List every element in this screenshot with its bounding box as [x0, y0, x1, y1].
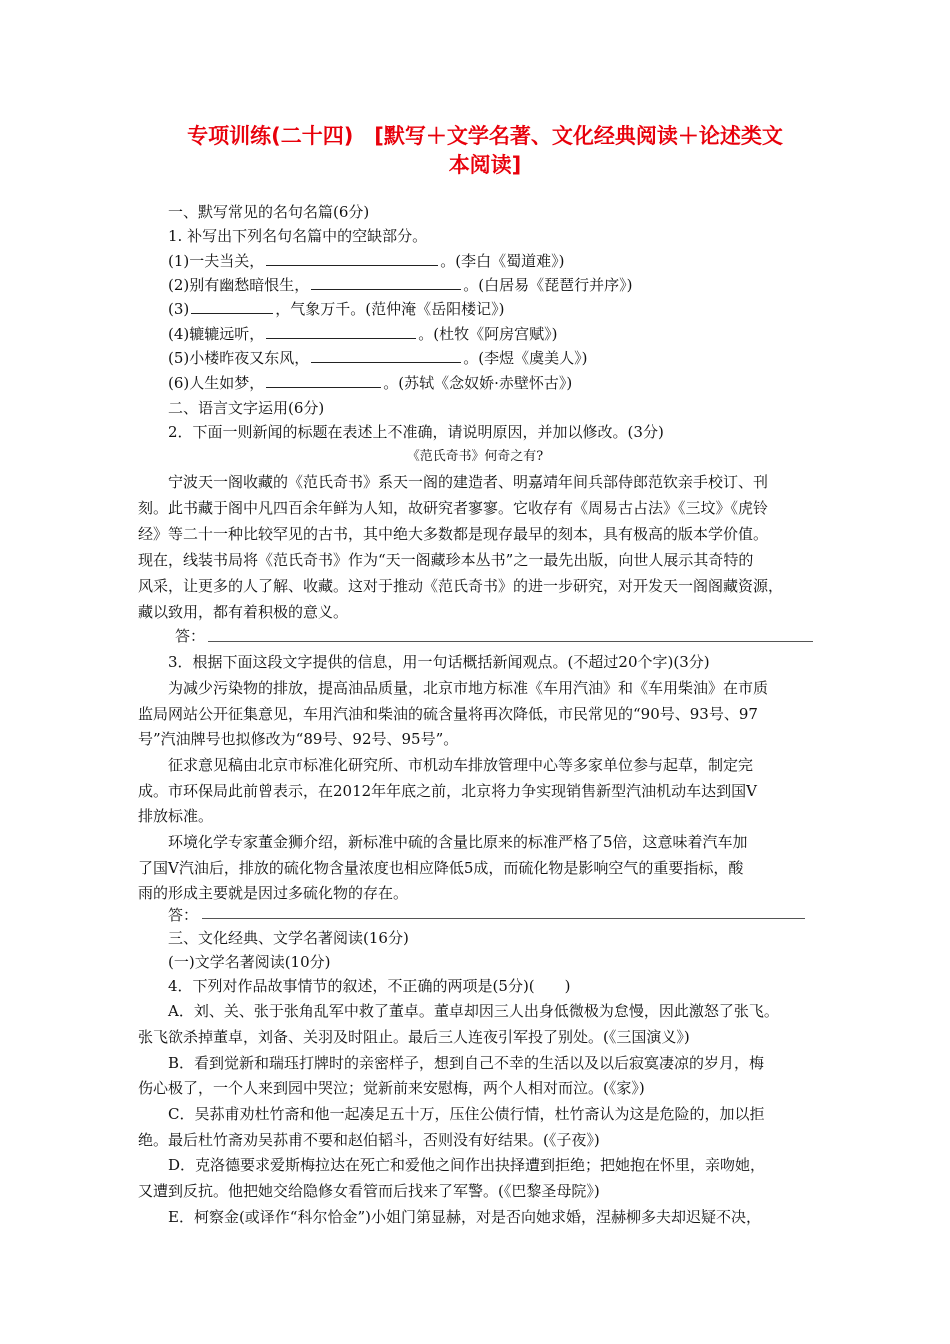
answer-label: 答： — [168, 906, 199, 924]
news-line: 现在，线装书局将《范氏奇书》作为“天一阁藏珍本丛书”之一最先出版，向世人展示其奇特的 — [138, 551, 754, 569]
paragraph-line: 雨的形成主要就是因过多硫化物的存在。 — [138, 884, 409, 902]
fill-item-4 — [168, 322, 557, 346]
fill-item-post: 。(李白《蜀道难》) — [440, 252, 565, 270]
fill-item-3 — [168, 297, 504, 321]
option-c-line: C．吴荪甫劝杜竹斋和他一起凑足五十万，压住公债行情，杜竹斋认为这是危险的，加以拒 — [168, 1105, 765, 1123]
subsection-heading: (一)文学名著阅读(10分) — [168, 953, 331, 971]
page-title-line-1: 专项训练(二十四) [默写＋文学名著、文化经典阅读＋论述类文 — [187, 124, 783, 148]
news-line: 风采，让更多的人了解、收藏。这对于推动《范氏奇书》的进一步研究，对开发天一阁阁藏资源， — [138, 577, 784, 595]
option-a-line: A．刘、关、张于张角乱军中救了董卓。董卓却因三人出身低微极为怠慢，因此激怒了张飞。 — [168, 1002, 779, 1020]
paragraph-line: 监局网站公开征集意见，车用汽油和柴油的硫含量将再次降低，市民常见的“90号、93号、97 — [138, 705, 758, 723]
fill-item-1 — [168, 249, 564, 273]
fill-item-pre: (4)辘辘远听， — [168, 325, 265, 343]
question-2: 2．下面一则新闻的标题在表述上不准确，请说明原因，并加以修改。(3分) — [168, 423, 664, 441]
option-d-line: D．克洛德要求爱斯梅拉达在死亡和爱他之间作出抉择遭到拒绝；把她抱在怀里，亲吻她， — [168, 1156, 766, 1174]
fill-blank[interactable] — [266, 371, 381, 388]
fill-blank[interactable] — [266, 249, 438, 266]
news-line: 宁波天一阁收藏的《范氏奇书》系天一阁的建造者、明嘉靖年间兵部侍郎范钦亲手校订、刊 — [168, 473, 769, 491]
section-3-heading: 三、文化经典、文学名著阅读(16分) — [168, 929, 409, 947]
option-e-line: E．柯察金(或译作“科尔恰金”)小姐门第显赫，对是否向她求婚，涅赫柳多夫却迟疑不决， — [168, 1208, 761, 1226]
paragraph-line: 号”汽油牌号也拟修改为“89号、92号、95号”。 — [138, 730, 459, 748]
paragraph-line: 成。市环保局此前曾表示，在2012年年底之前，北京将力争实现销售新型汽油机动车达到国Ⅴ — [138, 782, 758, 800]
fill-blank[interactable] — [311, 273, 461, 290]
paragraph-line: 环境化学专家董金狮介绍，新标准中硫的含量比原来的标准严格了5倍，这意味着汽车加 — [168, 833, 748, 851]
question-3: 3．根据下面这段文字提供的信息，用一句话概括新闻观点。(不超过20个字)(3分) — [168, 653, 710, 671]
fill-item-post: ，气象万千。(范仲淹《岳阳楼记》) — [275, 300, 505, 318]
fill-item-post: 。(苏轼《念奴娇·赤壁怀古》) — [383, 374, 573, 392]
paragraph-line: 了国Ⅴ汽油后，排放的硫化物含量浓度也相应降低5成，而硫化物是影响空气的重要指标，酸 — [138, 859, 744, 877]
section-1-heading: 一、默写常见的名句名篇(6分) — [168, 203, 370, 221]
option-b-line: B．看到觉新和瑞珏打牌时的亲密样子，想到自己不幸的生活以及以后寂寞凄凉的岁月，梅 — [168, 1054, 765, 1072]
option-b-line: 伤心极了，一个人来到园中哭泣；觉新前来安慰梅，两个人相对而泣。(《家》) — [138, 1079, 645, 1097]
fill-item-pre: (3) — [168, 300, 190, 318]
fill-item-2 — [168, 273, 632, 297]
fill-item-pre: (6)人生如梦， — [168, 374, 265, 392]
question-4: 4．下列对作品故事情节的叙述，不正确的两项是(5分)( ) — [168, 977, 571, 995]
option-c-line: 绝。最后杜竹斋劝吴荪甫不要和赵伯韬斗，否则没有好结果。(《子夜》) — [138, 1131, 600, 1149]
paragraph-line: 征求意见稿由北京市标准化研究所、市机动车排放管理中心等多家单位参与起草，制定完 — [168, 756, 754, 774]
fill-item-pre: (2)别有幽愁暗恨生， — [168, 276, 310, 294]
news-line: 经》等二十一种比较罕见的古书，其中绝大多数都是现存最早的刻本，具有极高的版本学价值。 — [138, 525, 769, 543]
news-title: 《范氏奇书》何奇之有? — [406, 449, 544, 464]
answer-line[interactable] — [208, 641, 813, 642]
fill-blank[interactable] — [266, 322, 416, 339]
news-line: 刻。此书藏于阁中凡四百余年鲜为人知，故研究者寥寥。它收存有《周易古占法》《三坟》《虎铃 — [138, 499, 769, 517]
option-d-line: 又遭到反抗。他把她交给隐修女看管而后找来了军警。(《巴黎圣母院》) — [138, 1182, 600, 1200]
answer-line[interactable] — [202, 918, 805, 919]
fill-item-pre: (1)一夫当关， — [168, 252, 265, 270]
section-2-heading: 二、语言文字运用(6分) — [168, 399, 325, 417]
option-a-line: 张飞欲杀掉董卓，刘备、关羽及时阻止。最后三人连夜引军投了别处。(《三国演义》) — [138, 1028, 690, 1046]
fill-blank[interactable] — [191, 297, 273, 314]
question-1: 1. 补写出下列名句名篇中的空缺部分。 — [168, 227, 428, 245]
fill-item-post: 。(杜牧《阿房宫赋》) — [418, 325, 558, 343]
answer-label: 答： — [175, 627, 206, 645]
fill-item-post: 。(李煜《虞美人》) — [463, 349, 588, 367]
fill-item-post: 。(白居易《琵琶行并序》) — [463, 276, 633, 294]
fill-item-pre: (5)小楼昨夜又东风， — [168, 349, 310, 367]
page-title-line-2: 本阅读] — [448, 153, 522, 177]
news-line: 藏以致用，都有着积极的意义。 — [138, 603, 349, 621]
paragraph-line: 排放标准。 — [138, 807, 214, 825]
fill-item-6 — [168, 371, 572, 395]
fill-item-5 — [168, 346, 587, 370]
paragraph-line: 为减少污染物的排放，提高油品质量，北京市地方标准《车用汽油》和《车用柴油》在市质 — [168, 679, 769, 697]
fill-blank[interactable] — [311, 346, 461, 363]
